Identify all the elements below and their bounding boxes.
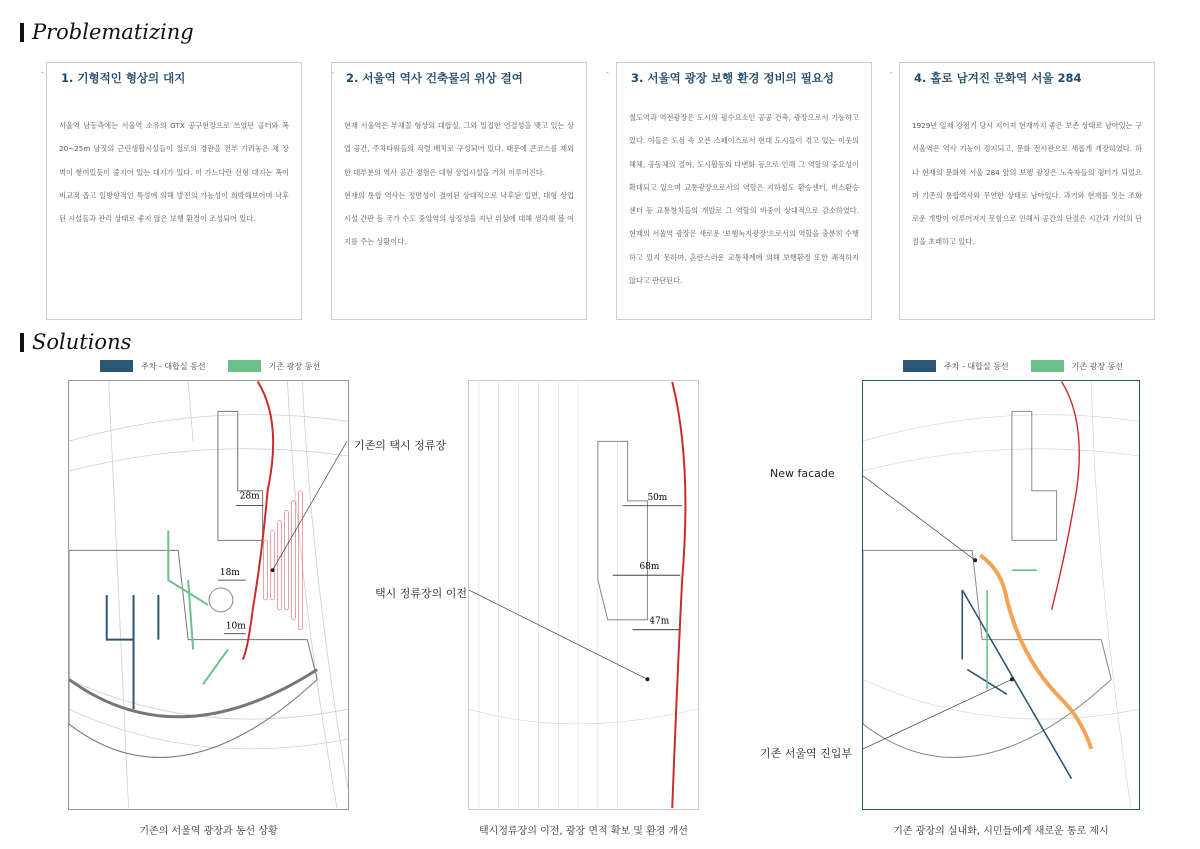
- orange-new-passage: [980, 555, 1091, 749]
- legend-label-plaza: 기존 광장 동선: [1071, 361, 1124, 371]
- card-2-body: [344, 114, 574, 254]
- callout-existing-entrance: 기존 서울역 진입부: [760, 747, 853, 760]
- plaza-route: [987, 570, 1037, 689]
- station-block: [598, 441, 648, 619]
- dim-label-1: 28m: [239, 491, 260, 502]
- background-linework: [69, 382, 348, 809]
- card-2-dash: -: [331, 68, 334, 77]
- dim-label-2: 68m: [639, 562, 660, 573]
- callout-leader-entrance: [863, 679, 1012, 748]
- card-3-paragraph: 철도역과 역전광장은 도시의 필수요소인 공공 건축, 광장으로서 기능하고 있다. 이들은 도심 속 오픈 스페이스로서 현대 도시들이 겪고 있는 이웃의 해체, 공동체의 결여, 도시활동의 다변화 등으로 인해 그 역할의 중요성이 확대되고 있으며 교통광장으로서의 역할은 지하철도 환승센터, 버스환승센터 등 교통창치들의 개발로 그 역할의 비중이 상대적으로 감소하였다. 현재의 서울역 광장은 새로운 '보행녹지광장'으로서의 역할을 충분히 수행하고 있지 못하며, 혼란스러운 교통체계에 의해 보행환경 또한 쾌적하지 않다고 판단된다.: [629, 113, 859, 286]
- roundabout: [209, 588, 233, 612]
- parking-route: [107, 595, 159, 709]
- dim-label-2: 18m: [219, 568, 240, 579]
- solutions-title: Solutions: [32, 330, 132, 354]
- dim-label-1: 50m: [647, 492, 668, 503]
- station-building: [69, 550, 317, 757]
- callout-taxi-relocation: 택시 정류장의 이전: [375, 587, 468, 600]
- legend-label-plaza: 기존 광장 동선: [268, 361, 321, 371]
- callout-new-facade: New facade: [770, 467, 835, 480]
- legend-swatch-plaza: [1031, 360, 1064, 372]
- card-4-paragraph: 1929년 일제 강점기 당시 지어져 현재까지 좋은 보존 상태로 남아있는 구 서울역은 역사 기능이 정지되고, 문화 전시관으로 새롭게 개장하였다. 하나 현재의 문화역 서울 284 앞의 보행 광장은 노숙자들의 쉼터가 되었으며 기존의 통합역사와 무연한 상태로 남아있다. 과거와 현재를 잇는 조화로운 개방이 이루어지지 못함으로 인해서 공간의 단절은 시간과 기억의 단절을 초래하고 있다.: [912, 121, 1142, 247]
- callout-leader-facade: [863, 476, 975, 560]
- old-station: [218, 411, 263, 540]
- card-4: [899, 62, 1155, 320]
- legend-swatch-parking: [903, 360, 936, 372]
- card-2-title: 2. 서울역 역사 건축물의 위상 결여: [346, 71, 523, 85]
- concourse-arc: [69, 669, 317, 716]
- card-2: [331, 62, 587, 320]
- parking-route: [962, 590, 1071, 779]
- red-route: [243, 382, 273, 660]
- red-route: [672, 382, 685, 808]
- site-plan-1: [69, 381, 348, 809]
- card-1-paragraph: 서울역 남동측에는 서울역 소유의 GTX 공구현장으로 쓰였던 골터와 폭 20~25m 남짓의 근린생활시설들이 철로의 경관을 전부 가려놓은 채 장벽이 쌓여있듯이 줄지어 있는 대지가 있다. 이 가느다란 선형 대지는 폭이 비교적 좁고 일방향적인 특성에 의해 발전의 가능성이 희박해보이며 낙후된 시설들과 관리 상태로 좋지 않은 보행 환경이 조성되어 있다.: [59, 121, 289, 224]
- callout-existing-taxi-stand: 기존의 택시 정류장: [354, 439, 447, 452]
- callout-dot-entrance: [1010, 677, 1014, 681]
- problematizing-title: Problematizing: [32, 20, 194, 44]
- red-route: [1052, 382, 1080, 610]
- card-2-paragraph-1: 현재 서울역은 부채꼴 형상의 대합실, 그와 밀접한 연결성을 맺고 있는 상업 공간, 주차타워들의 직렬 배치로 구성되어 있다. 때문에 콘코스를 제외한 대부분의 역사 공간 경험은 대형 상업시설을 거쳐 이루어진다.: [344, 121, 574, 177]
- legend-swatch-parking: [100, 360, 133, 372]
- legend-left: [100, 360, 342, 372]
- legend-right: [903, 360, 1145, 372]
- callout-leader: [273, 441, 347, 570]
- site-plan-2: [469, 381, 698, 809]
- callout-dot: [645, 677, 649, 681]
- solutions-heading: [20, 330, 131, 354]
- heading-bar: [20, 333, 24, 352]
- callout-dot-facade: [973, 558, 977, 562]
- background-linework: [863, 382, 1139, 809]
- card-3-dash: -: [606, 68, 609, 77]
- dim-label-3: 47m: [649, 616, 670, 627]
- card-4-title: 4. 홀로 남겨진 문화역 서울 284: [914, 71, 1082, 85]
- card-3-title: 3. 서울역 광장 보행 환경 정비의 필요성: [631, 71, 835, 85]
- card-4-dash: -: [890, 68, 893, 77]
- card-1-title: 1. 기형적인 형상의 대지: [61, 71, 186, 85]
- map-1-caption: 기존의 서울역 광장과 동선 상황: [139, 826, 278, 837]
- legend-swatch-plaza: [228, 360, 261, 372]
- map-3-caption: 기존 광장의 실내화, 시민들에게 새로운 통로 제시: [893, 826, 1109, 837]
- card-1-body: [59, 114, 289, 230]
- problematizing-heading: [20, 20, 194, 44]
- map-2-caption: 택시정류장의 이전, 광장 면적 확보 및 환경 개선: [479, 826, 688, 837]
- legend-label-parking: 주차 - 대합실 동선: [141, 361, 206, 371]
- card-3: [616, 62, 872, 320]
- map-existing: [68, 380, 349, 810]
- map-proposal: [862, 380, 1140, 810]
- card-3-body: [629, 106, 859, 292]
- heading-bar: [20, 23, 24, 42]
- card-1: [46, 62, 302, 320]
- callout-dot: [271, 568, 275, 572]
- card-2-paragraph-2: 현재의 통합 역사는 정면성이 결여된 상대적으로 낙후된 입면, 대형 상업 시설 간판 등 국가 수도 중앙역의 상징성을 지닌 위상에 대해 생각해 볼 여지를 주는 상황이다.: [344, 190, 574, 247]
- site-plan-3: [863, 381, 1139, 809]
- rail-lines: [469, 382, 698, 808]
- map-relocation: [468, 380, 699, 810]
- old-station: [1012, 411, 1057, 540]
- plaza-route: [168, 530, 228, 684]
- card-1-dash: -: [41, 68, 44, 77]
- dim-label-3: 10m: [225, 621, 246, 632]
- legend-label-parking: 주차 - 대합실 동선: [944, 361, 1009, 371]
- card-4-body: [912, 114, 1142, 254]
